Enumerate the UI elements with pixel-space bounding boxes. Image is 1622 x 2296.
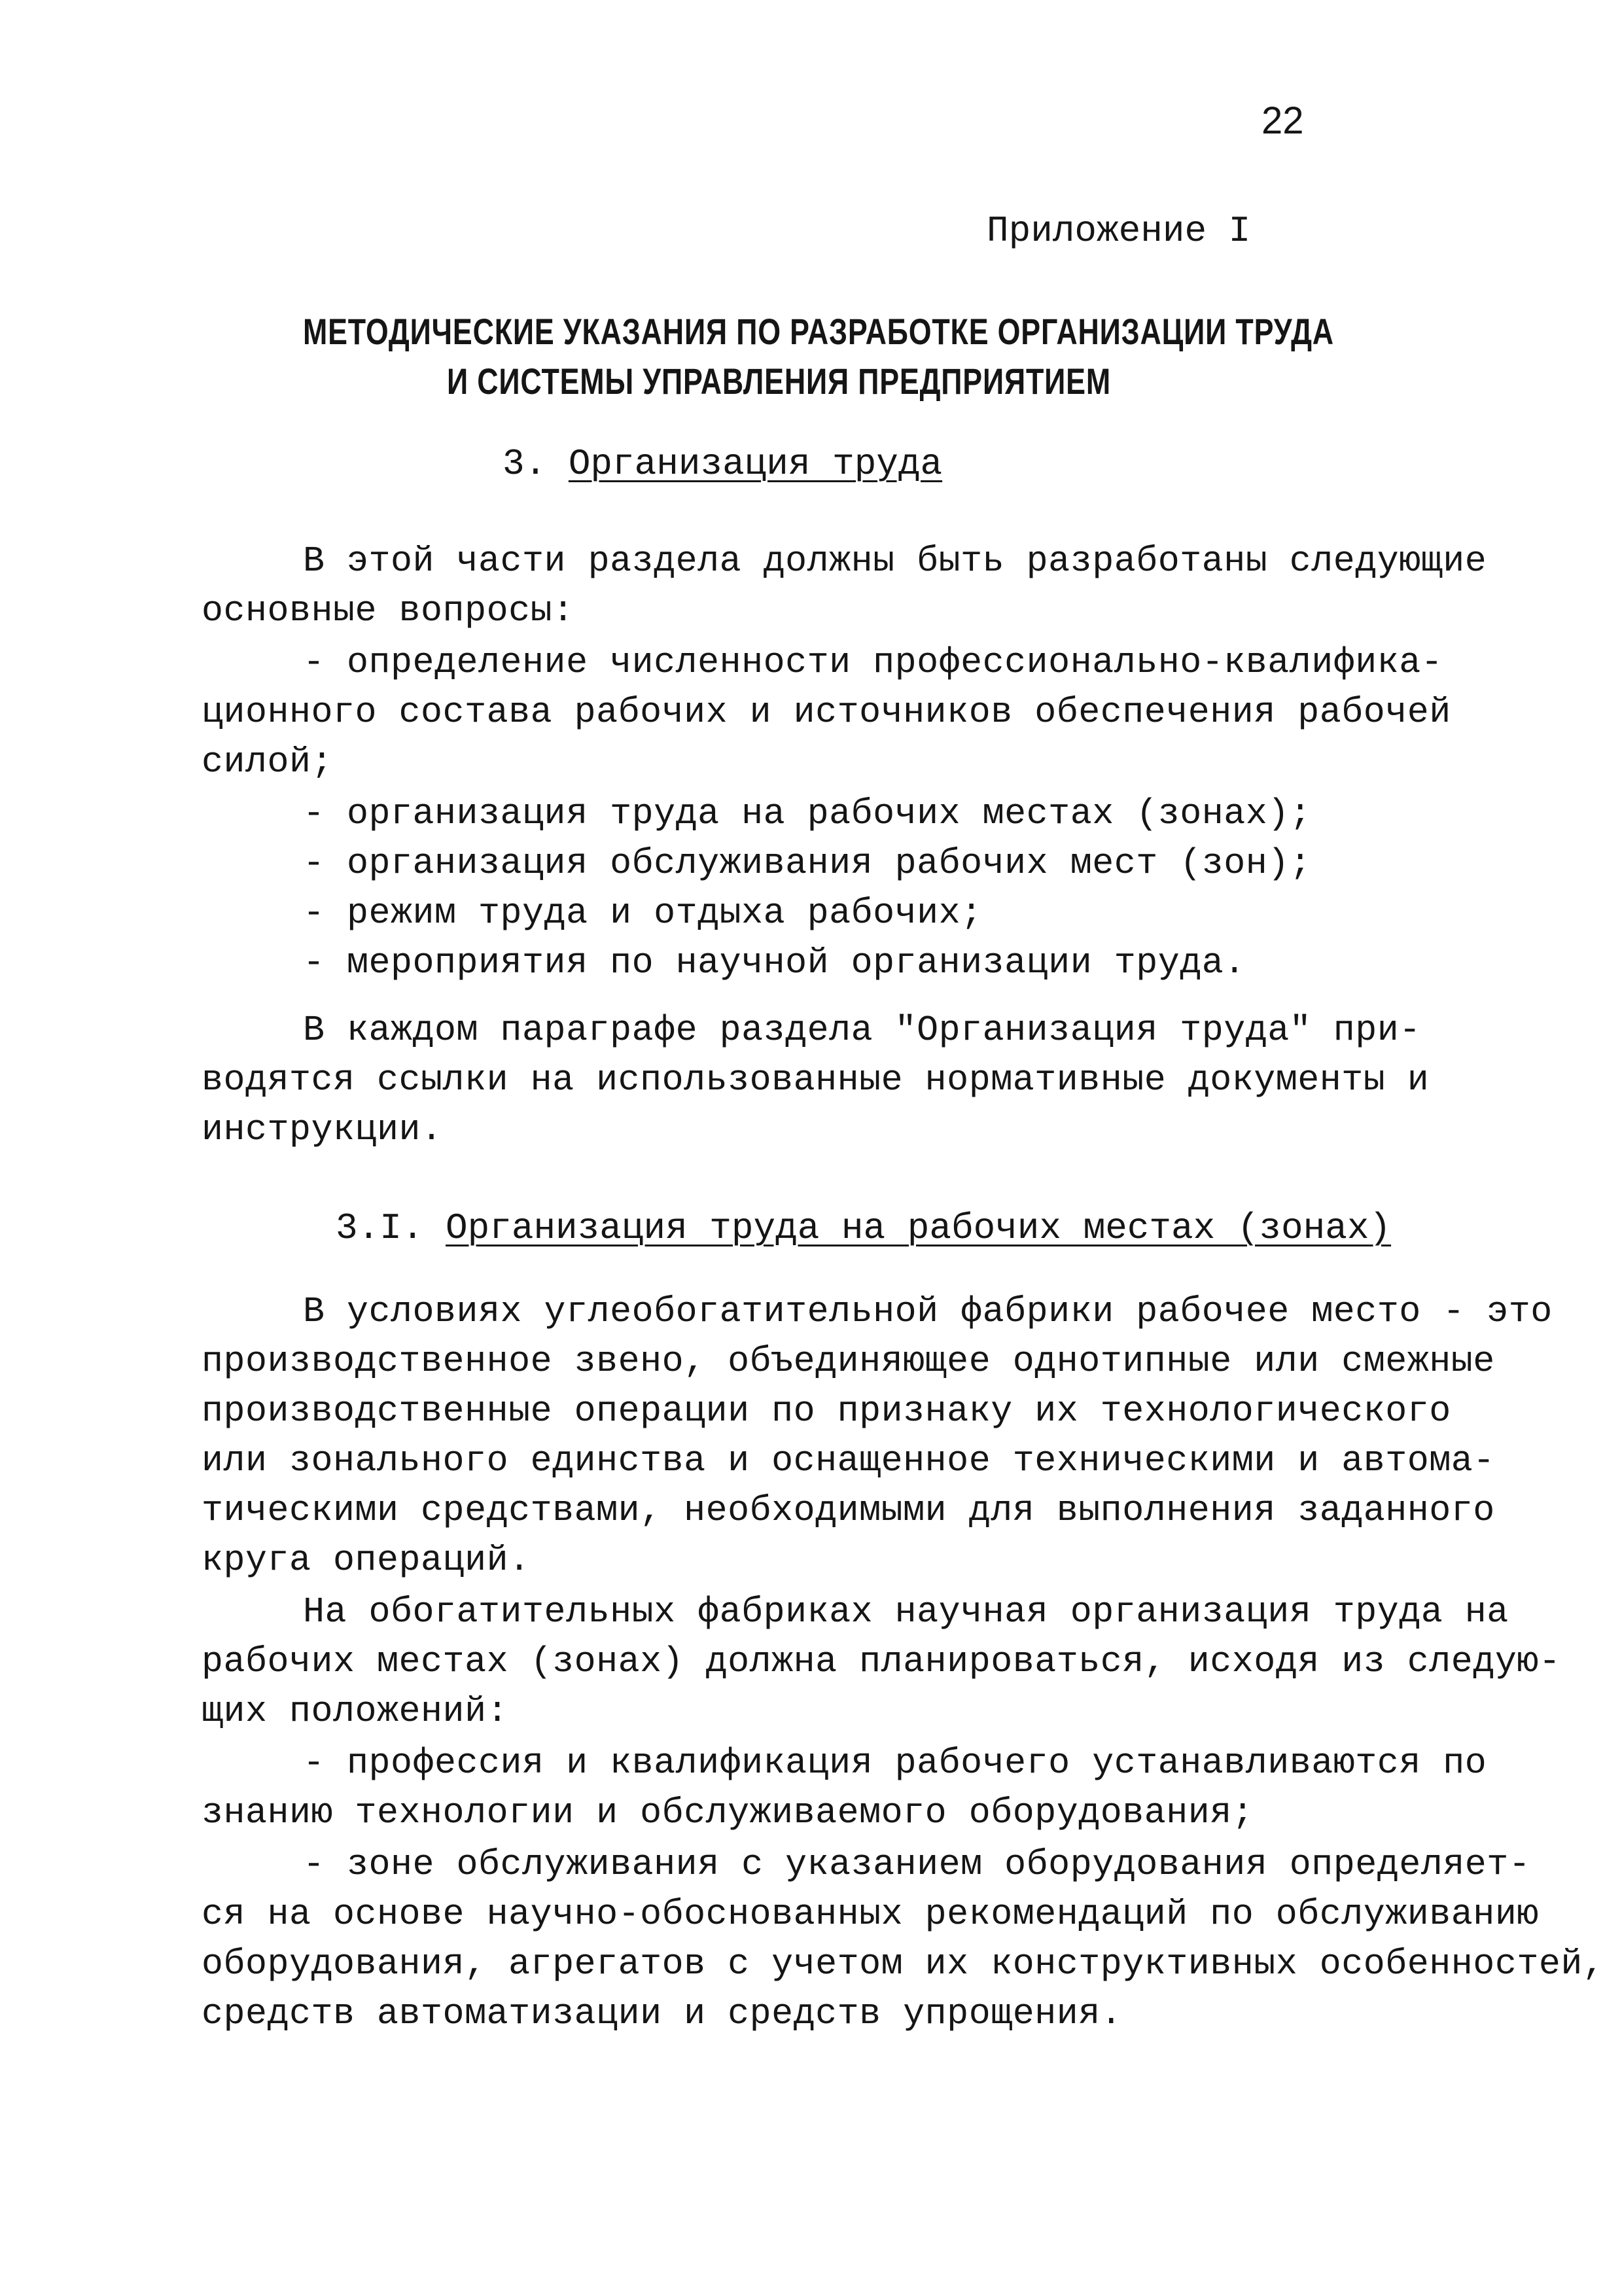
body-line: В условиях углеобогатительной фабрики рабочее место - это (303, 1291, 1553, 1332)
section-3-1-number: 3.I. (336, 1207, 424, 1249)
bullet-line: - профессия и квалификация рабочего устанавливаются по (303, 1742, 1487, 1784)
bullet-item: - режим труда и отдыха рабочих; (303, 892, 983, 934)
appendix-label: Приложение I (987, 210, 1251, 252)
bullet-item: - организация труда на рабочих местах (зонах); (303, 793, 1312, 834)
bullet-line: знанию технологии и обслуживаемого оборудования; (202, 1792, 1254, 1833)
body-line: инструкции. (202, 1109, 443, 1150)
body-line: В этой части раздела должны быть разработаны следующие (303, 540, 1487, 582)
bullet-line: оборудования, агрегатов с учетом их конструктивных особенностей, (202, 1943, 1605, 1985)
document-title-line-2: И СИСТЕМЫ УПРАВЛЕНИЯ ПРЕДПРИЯТИЕМ (447, 361, 1111, 402)
section-3-1-title: Организация труда на рабочих местах (зонах) (446, 1207, 1392, 1249)
bullet-item: - организация обслуживания рабочих мест (зон); (303, 843, 1312, 884)
section-3-title: Организация труда (568, 443, 943, 485)
body-line: производственные операции по признаку их технологического (202, 1390, 1451, 1432)
bullet-line: средств автоматизации и средств упрощения. (202, 1993, 1123, 2034)
bullet-line: ционного состава рабочих и источников обеспечения рабочей (202, 692, 1451, 733)
body-line: рабочих местах (зонах) должна планироваться, исходя из следую- (202, 1641, 1561, 1682)
body-line: щих положений: (202, 1691, 509, 1732)
bullet-item: - мероприятия по научной организации труда. (303, 942, 1246, 983)
section-3-heading (502, 441, 942, 487)
body-line: или зонального единства и оснащенное техническими и автома- (202, 1440, 1495, 1481)
document-title-line-1: МЕТОДИЧЕСКИЕ УКАЗАНИЯ ПО РАЗРАБОТКЕ ОРГАНИЗАЦИИ ТРУДА (303, 311, 1334, 352)
body-line: На обогатительных фабриках научная организация труда на (303, 1591, 1509, 1633)
body-line: В каждом параграфе раздела "Организация труда" при- (303, 1010, 1421, 1051)
bullet-line: ся на основе научно-обоснованных рекомендаций по обслуживанию (202, 1894, 1539, 1935)
body-line: основные вопросы: (202, 590, 574, 631)
body-line: производственное звено, объединяющее однотипные или смежные (202, 1341, 1495, 1382)
bullet-line: силой; (202, 741, 334, 783)
section-3-1-heading (336, 1205, 1391, 1251)
bullet-line: - определение численности профессионально-квалифика- (303, 642, 1443, 683)
bullet-line: - зоне обслуживания с указанием оборудования определяет- (303, 1844, 1531, 1885)
page-number: 22 (1261, 99, 1304, 142)
body-line: водятся ссылки на использованные нормативные документы и (202, 1059, 1430, 1101)
section-3-number: 3. (502, 443, 547, 485)
body-line: тическими средствами, необходимыми для выполнения заданного (202, 1490, 1495, 1531)
body-line: круга операций. (202, 1540, 531, 1581)
